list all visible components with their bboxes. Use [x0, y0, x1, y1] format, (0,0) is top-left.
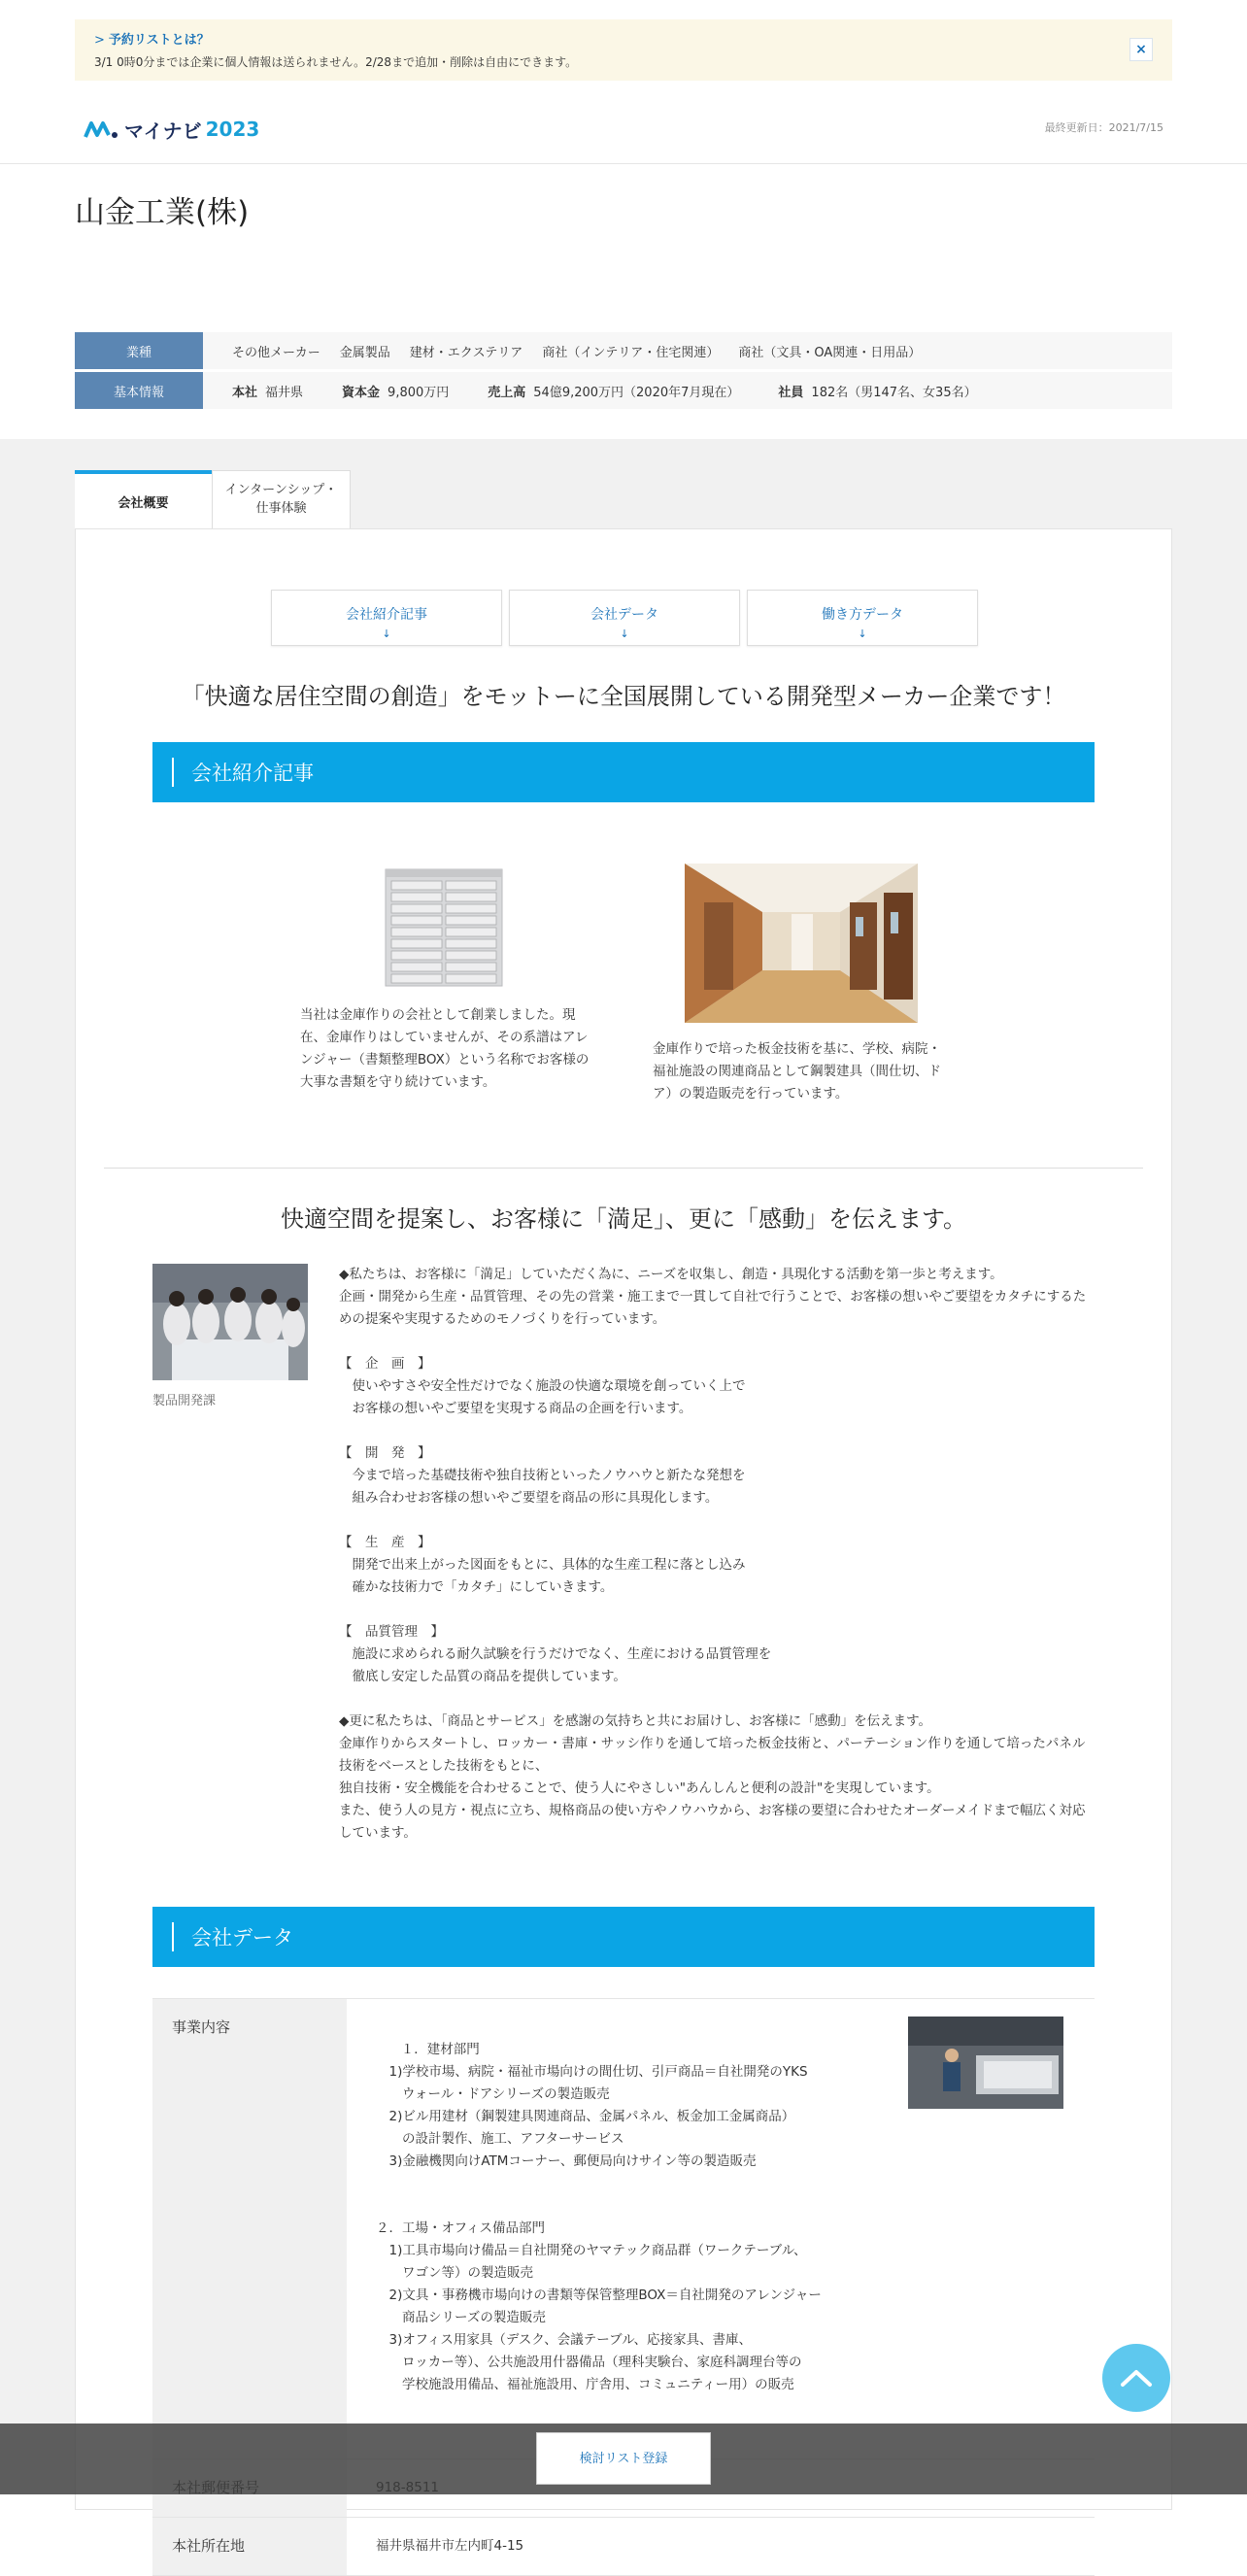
tab-internship[interactable] — [212, 470, 351, 528]
basic-info-label: 基本情報 — [75, 372, 203, 409]
address-value: 福井県福井市左内町4-15 — [376, 2538, 524, 2554]
section-header-intro — [152, 742, 1095, 802]
register-list-button[interactable]: 検討リスト登録 — [536, 2432, 711, 2485]
business-value — [347, 1999, 1095, 2458]
address-row — [152, 2518, 1095, 2576]
anchor-label: 会社紹介記事 — [346, 607, 427, 623]
anchor-workstyle-button[interactable] — [747, 590, 978, 646]
last-updated: 最終更新日：2021/7/15 — [1044, 121, 1163, 134]
catchphrase: 「快適な居住空間の創造」をモットーに全国展開している開発型メーカー企業です！ — [181, 683, 1066, 710]
capital-pair — [342, 382, 449, 400]
business-text: １．建材部門 1)学校市場、病院・福祉市場向けの間仕切、引戸商品＝自社開発のYKS ウォール・ドアシリーズの製造販売 2)ビル用建材（鋼製建具関連商品、金属パネル、板金加工金属商品） の設計製作、施工、アフターサービス 3)金融機関向けATMコーナー、郵便局向けサイン等の製造販売 ２．工場・オフィス備品部門 1)工具市場向け備品＝自社開発のヤマテック商品群（ワークテーブル、 ワゴン等）の製造販売 2)文具・事務機市場向けの書類等保管整理BOX＝自社開発のアレンジャー 商品シリーズの製造販売 3)オフィス用家具（デスク、会議テーブル、応接家具、書庫、 ロッカー等）、公共施設用什器備品（理科実験台、家庭科調理台等の 学校施設用備品、福祉施設用、庁舎用、コミュニティー用）の販売 — [376, 2042, 822, 2392]
employees-key: 社員 — [778, 385, 804, 400]
sales-key: 売上高 — [488, 385, 526, 400]
hq-pair — [232, 382, 303, 400]
anchor-data-button[interactable] — [509, 590, 740, 646]
notice-title[interactable]: 予約リストとは？ — [108, 33, 210, 48]
sales-value: 54億9,200万円（2020年7月現在） — [533, 385, 740, 400]
tab-internship-label — [225, 482, 338, 517]
logo-year: 2023 — [205, 118, 260, 141]
section-header-data — [152, 1907, 1095, 1967]
header-divider — [0, 163, 1247, 164]
tab-internship-line2: 仕事体験 — [255, 500, 307, 516]
team-caption: 製品開発課 — [152, 1394, 217, 1408]
industry-item: その他メーカー — [232, 345, 320, 360]
close-icon[interactable]: × — [1129, 38, 1153, 61]
business-row — [152, 1998, 1095, 2459]
chevron-up-icon — [1120, 2368, 1153, 2388]
hospital-corridor-image — [685, 864, 918, 1023]
arrow-down-icon: ↓ — [858, 627, 867, 640]
industry-item: 金属製品 — [339, 345, 390, 360]
employees-value: 182名（男147名、女35名） — [811, 385, 977, 400]
team-photo — [152, 1264, 308, 1380]
notice-text: 3/1 0時0分までは企業に個人情報は送られません。2/28まで追加・削除は自由にできます。 — [94, 55, 578, 69]
section-title: 会社紹介記事 — [191, 762, 314, 785]
section-marker — [172, 758, 174, 787]
logo-mark-icon — [84, 118, 122, 141]
sales-pair — [488, 382, 739, 400]
basic-info-values — [203, 372, 1016, 409]
arrow-down-icon: ↓ — [620, 627, 629, 640]
capital-value: 9,800万円 — [388, 385, 450, 400]
industry-item: 商社（文具・OA関連・日用品） — [738, 345, 922, 360]
company-description: ◆私たちは、お客様に「満足」していただく為に、ニーズを収集し、創造・具現化する活動を第一歩と考えます。 企画・開発から生産・品質管理、その先の営業・施工まで一貫して自社で行うことで、お客様の想いやご要望をカタチにするための提案や実現するためのモノづくりを行っています。 【 企 画 】 使いやすさや安全性だけでなく施設の快適な環境を創っていく上で お客様の想いやご要望を実現する商品の企画を行います。 【 開 発 】 今まで培った基礎技術や独自技術といったノウハウと新たな発想を 組み合わせお客様の想いやご要望を商品の形に具現化します。 【 生 産 】 開発で出来上がった図面をもとに、具体的な生産工程に落とし込み 確かな技術力で「カタチ」にしていきます。 【 品質管理 】 施設に求められる耐久試験を行うだけでなく、生産における品質管理を 徹底し安定した品質の商品を提供しています。 ◆更に私たちは、「商品とサービス」を感謝の気持ちと共にお届けし、お客様に「感動」を伝えます。 金庫作りからスタートし、ロッカー・書庫・サッシ作りを通して培った板金技術と、パーテーション作りを通して培ったパネル技術をベースとした技術をもとに、 独自技術・安全機能を合わせることで、使う人にやさしい"あんしんと便利の設計"を実現しています。 また、使う人の見方・視点に立ち、規格商品の使い方やノウハウから、お客様の要望に合わせたオーダーメイドまで幅広く対応しています。 — [339, 1267, 1087, 1841]
employees-pair — [778, 382, 976, 400]
document-cabinet-image — [382, 867, 506, 989]
section-divider — [104, 1168, 1143, 1169]
company-name: 山金工業(株) — [75, 195, 250, 230]
tab-internship-line1: インターンシップ・ — [224, 483, 338, 498]
hq-value: 福井県 — [265, 385, 304, 400]
industry-values — [203, 332, 940, 369]
business-label: 事業内容 — [152, 1999, 347, 2458]
industry-item: 建材・エクステリア — [409, 345, 523, 360]
scroll-to-top-button[interactable] — [1102, 2344, 1170, 2412]
chevron-right-icon: > — [94, 33, 105, 48]
section-title: 会社データ — [191, 1926, 293, 1949]
mynavi-logo[interactable] — [84, 115, 259, 144]
basic-info-row — [75, 372, 1172, 409]
company-info-table — [75, 332, 1172, 412]
intro-text-1: 当社は金庫作りの会社として創業しました。現在、金庫作りはしていませんが、その系譜はアレンジャー（書類整理BOX）という名称でお客様の大事な書類を守り続けています。 — [300, 1007, 590, 1090]
anchor-intro-button[interactable] — [271, 590, 502, 646]
anchor-label: 会社データ — [590, 607, 658, 623]
arrow-down-icon: ↓ — [382, 627, 391, 640]
industry-label: 業種 — [75, 332, 203, 369]
hq-key: 本社 — [232, 385, 258, 400]
catchphrase-2: 快適空間を提案し、お客様に「満足」、更に「感動」を伝えます。 — [280, 1205, 967, 1233]
intro-text-2: 金庫作りで培った板金技術を基に、学校、病院・福祉施設の関連商品として鋼製建具（間仕切、ドア）の製造販売を行っています。 — [653, 1041, 941, 1102]
industry-row — [75, 332, 1172, 369]
notice-title-link[interactable] — [94, 29, 1153, 48]
tab-overview[interactable]: 会社概要 — [75, 470, 212, 529]
address-label: 本社所在地 — [152, 2518, 347, 2575]
notice-banner — [75, 19, 1172, 81]
anchor-label: 働き方データ — [822, 607, 903, 623]
factory-photo — [908, 2017, 1063, 2109]
industry-item: 商社（インテリア・住宅関連） — [542, 345, 720, 360]
logo-text: マイナビ — [124, 119, 202, 143]
capital-key: 資本金 — [342, 385, 381, 400]
section-marker — [172, 1922, 174, 1951]
